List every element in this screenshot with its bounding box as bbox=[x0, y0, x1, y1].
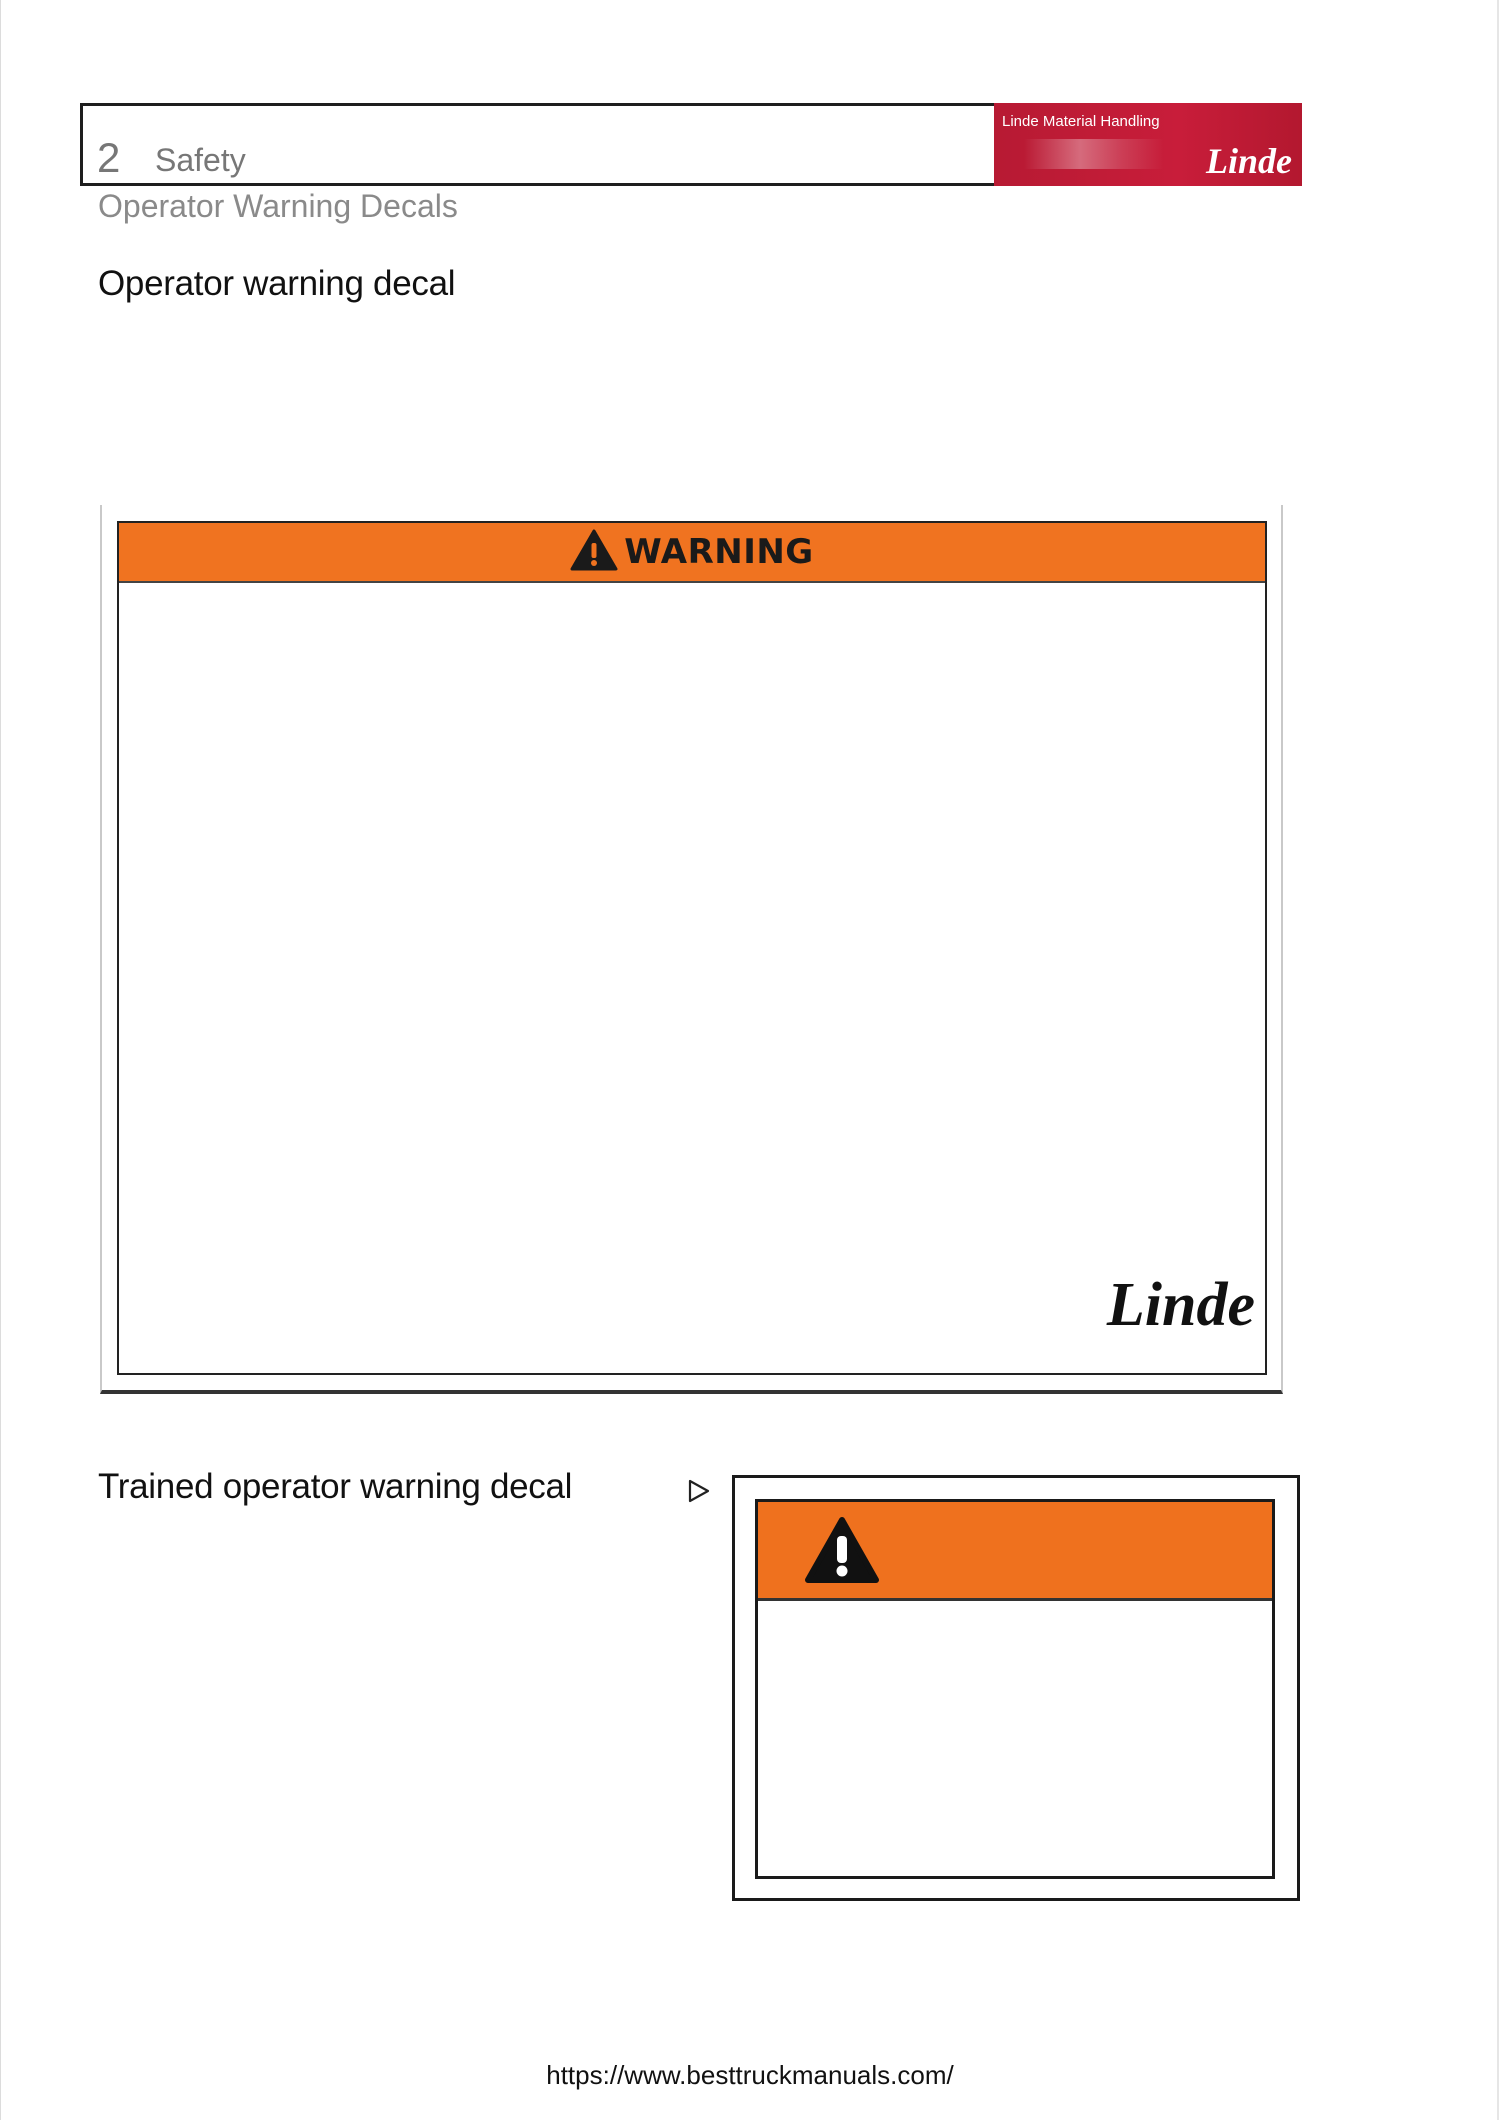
page-edge-right bbox=[1497, 0, 1499, 2120]
section-title: Operator Warning Decals bbox=[98, 188, 458, 224]
footer-url[interactable]: https://www.besttruckmanuals.com/ bbox=[546, 2060, 954, 2090]
chapter-number: 2 bbox=[97, 134, 121, 181]
page-edge-left bbox=[0, 0, 1, 2120]
trained-operator-warning-decal bbox=[755, 1499, 1275, 1879]
brand-logo: Linde bbox=[1206, 141, 1292, 181]
warning-triangle-icon bbox=[570, 529, 618, 576]
chapter-title: Safety bbox=[155, 142, 246, 178]
brand-tagline: Linde Material Handling bbox=[1002, 113, 1160, 130]
warning-banner bbox=[119, 523, 1265, 583]
brand-banner bbox=[994, 103, 1302, 186]
warning-banner bbox=[758, 1502, 1272, 1601]
operator-warning-decal bbox=[117, 521, 1267, 1375]
warning-triangle-icon bbox=[804, 1516, 880, 1589]
heading-operator-warning-decal: Operator warning decal bbox=[98, 264, 456, 303]
brand-banner-graphic bbox=[1024, 139, 1164, 169]
warning-banner-text: WARNING bbox=[624, 532, 814, 572]
triangle-right-icon bbox=[687, 1478, 711, 1509]
decal-linde-logo: Linde bbox=[1106, 1271, 1255, 1339]
heading-trained-operator-warning-decal: Trained operator warning decal bbox=[98, 1467, 573, 1506]
